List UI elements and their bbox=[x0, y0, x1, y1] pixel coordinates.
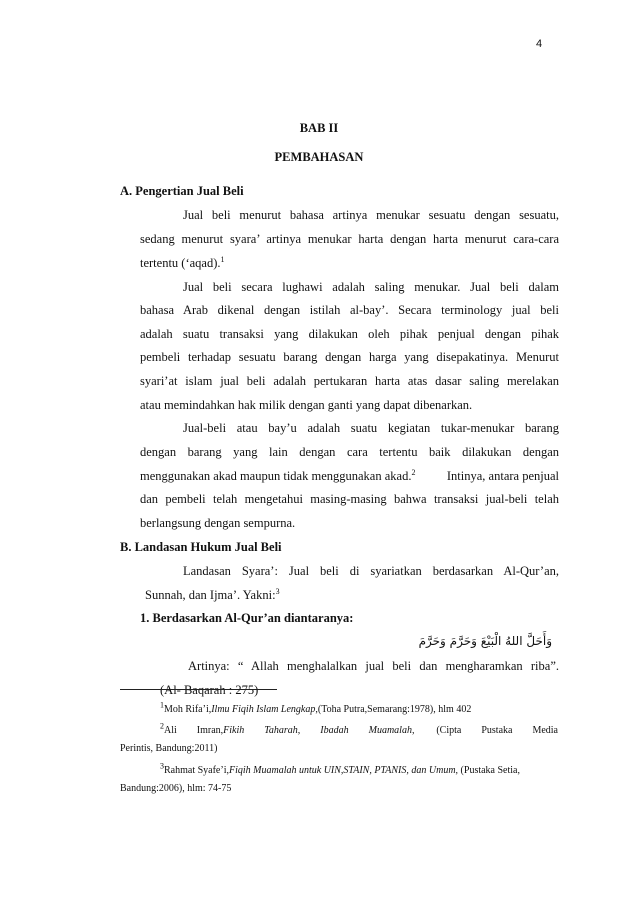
footnote-2-lead bbox=[160, 721, 415, 737]
section-a-p2-line3: adalah suatu transaksi yang dilakukan oleh pihak penjual dengan pihak bbox=[140, 327, 559, 341]
footnote-2-author: Ali Imran, bbox=[164, 725, 224, 736]
footnote-ref-2: 2 bbox=[411, 467, 416, 477]
footnote-3-number: 3 bbox=[160, 761, 164, 771]
footnote-2-title: Fikih Taharah, Ibadah Muamalah, bbox=[223, 725, 415, 736]
footnote-ref-1: 1 bbox=[220, 254, 225, 264]
footnote-1 bbox=[160, 700, 472, 716]
footnote-1-rest: ,(Toha Putra,Semarang:1978), hlm 402 bbox=[315, 704, 472, 715]
footnote-1-author: Moh Rifa’i, bbox=[164, 704, 212, 715]
sub-heading-quran: 1. Berdasarkan Al-Qur’an diantaranya: bbox=[140, 611, 354, 625]
section-b-p1-line2-text: Sunnah, dan Ijma’. Yakni: bbox=[145, 588, 276, 602]
section-a-p2-line4: pembeli terhadap sesuatu barang dengan harga yang disepakatinya. Menurut bbox=[140, 350, 559, 364]
section-a-p1-line2: sedang menurut syara’ artinya menukar harta dengan harta menurut cara-cara bbox=[140, 232, 559, 246]
section-a-p3-line3-part1 bbox=[140, 469, 415, 484]
section-b-heading: B. Landasan Hukum Jual Beli bbox=[120, 540, 282, 554]
section-a-p2-line1: Jual beli secara lughawi adalah saling menukar. Jual beli dalam bbox=[183, 280, 559, 294]
footnote-1-number: 1 bbox=[160, 700, 164, 710]
section-a-p3-line1: Jual-beli atau bay’u adalah suatu kegiatan tukar-menukar barang bbox=[183, 421, 559, 435]
section-a-p1-line3-text: tertentu (‘aqad). bbox=[140, 256, 221, 270]
section-a-p2-line6: atau memindahkan hak milik dengan ganti yang dapat dibenarkan. bbox=[140, 398, 473, 412]
section-a-p3-line3-text: menggunakan akad maupun tidak menggunakan akad. bbox=[140, 469, 412, 483]
footnote-2-continuation: Perintis, Bandung:2011) bbox=[120, 743, 218, 754]
section-a-p3-line3-part2: Intinya, antara penjual bbox=[446, 469, 559, 483]
footnote-2-rest: (Cipta Pustaka Media bbox=[436, 725, 558, 736]
section-a-p2-line2: bahasa Arab dikenal dengan istilah al-bay’. Secara terminology jual beli bbox=[140, 303, 559, 317]
footnote-3-rest: (Pustaka Setia, bbox=[458, 765, 520, 776]
footnote-2 bbox=[160, 721, 558, 737]
section-a-p3-line2: dengan barang yang lain dengan cara tertentu baik dilakukan dengan bbox=[140, 445, 559, 459]
footnote-3-author: Rahmat Syafe’i, bbox=[164, 765, 229, 776]
section-a-p3-line4: dan pembeli telah mengetahui masing-masing bahwa transaksi jual-beli telah bbox=[140, 492, 559, 506]
section-a-p2-line5: syari’at islam jual beli adalah pertukaran harta atas dasar saling merelakan bbox=[140, 374, 559, 388]
footnote-2-number: 2 bbox=[160, 721, 164, 731]
footnote-3-title: Fiqih Muamalah untuk UIN,STAIN, PTANIS, dan Umum, bbox=[228, 765, 459, 776]
footnote-3-continuation: Bandung:2006), hlm: 74-75 bbox=[120, 783, 232, 794]
verse-translation: Artinya: “ Allah menghalalkan jual beli dan mengharamkan riba”. bbox=[188, 659, 559, 673]
section-a-p1-line3 bbox=[140, 256, 225, 271]
section-b-p1-line2 bbox=[145, 588, 280, 603]
chapter-label: BAB II bbox=[299, 121, 339, 135]
section-a-p1-line1: Jual beli menurut bahasa artinya menukar sesuatu dengan sesuatu, bbox=[183, 208, 559, 222]
page-number: 4 bbox=[536, 38, 543, 50]
footnote-divider bbox=[120, 689, 277, 690]
section-b-p1-line1: Landasan Syara’: Jual beli di syariatkan berdasarkan Al-Qur’an, bbox=[183, 564, 559, 578]
footnote-1-title: Ilmu Fiqih Islam Lengkap bbox=[211, 704, 316, 715]
section-a-heading: A. Pengertian Jual Beli bbox=[120, 184, 244, 198]
verse-source: (Al- Baqarah : 275) bbox=[160, 683, 259, 697]
section-a-p3-line5: berlangsung dengan sempurna. bbox=[140, 516, 296, 530]
section-a-p3-line3 bbox=[140, 469, 559, 484]
chapter-title: PEMBAHASAN bbox=[274, 150, 364, 164]
footnote-3 bbox=[160, 761, 520, 777]
arabic-verse: وَأَحَلَّ اللهُ الْبَيْعَ وَحَرَّمَ وَحَرَّمَ bbox=[418, 634, 552, 648]
footnote-ref-3: 3 bbox=[275, 586, 280, 596]
